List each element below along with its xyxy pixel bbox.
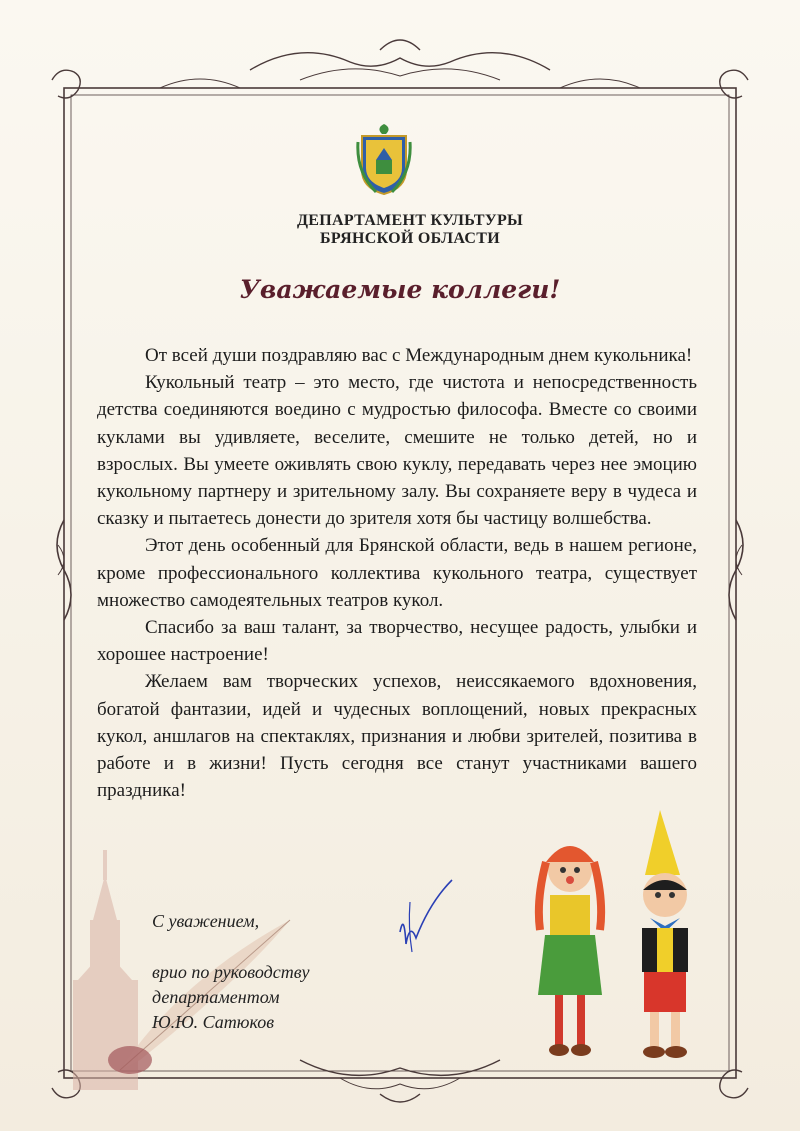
paragraph: От всей души поздравляю вас с Международным днем кукольника! (145, 345, 693, 366)
paragraph: Этот день особенный для Брянской области, ведь в нашем регионе, кроме профессионального коллектива кукольного театра, существует множество самодеятельных театров кукол. (97, 535, 697, 611)
handwritten-signature (390, 872, 460, 962)
department-name-line1: ДЕПАРТАМЕНТ КУЛЬТУРЫ (296, 212, 524, 229)
position-line-1: врио по руководству (152, 962, 310, 982)
bryansk-coat-of-arms-icon (356, 122, 412, 196)
greeting-title: Уважаемые коллеги! (239, 275, 561, 304)
paragraph: Спасибо за ваш талант, за творчество, несущее радость, улыбки и хорошее настроение! (97, 617, 697, 666)
paragraph: Желаем вам творческих успехов, неиссякаемого вдохновения, богатой фантазии, идей и чудесных воплощений, новых прекрасных кукол, аншлагов на спектаклях, признания и любви зрителей, позитива в работе и в жизни! Пусть сегодня все станут участниками вашего праздника! (97, 671, 697, 802)
signatory-name: Ю.Ю. Сатюков (152, 1012, 275, 1032)
regards-line: С уважением, (152, 911, 260, 931)
position-line-2: департаментом (152, 987, 280, 1007)
paragraph: Кукольный театр – это место, где чистота и непосредственность детства соединяются воедино с мудростью философа. Вместе со своими куклами вы удивляете, веселите, смешите не только детей, но и взрослых. Вы умеете оживлять свою куклу, передавать через нее эмоцию кукольному партнеру и зрительному залу. Вы сохраняете веру в чудеса и сказку и пытаетесь донести до зрителя хотя бы частицу волшебства. (97, 372, 697, 530)
department-name-line2: БРЯНСКОЙ ОБЛАСТИ (320, 230, 500, 247)
letter-body (97, 342, 697, 804)
puppets-illustration (510, 800, 730, 1080)
